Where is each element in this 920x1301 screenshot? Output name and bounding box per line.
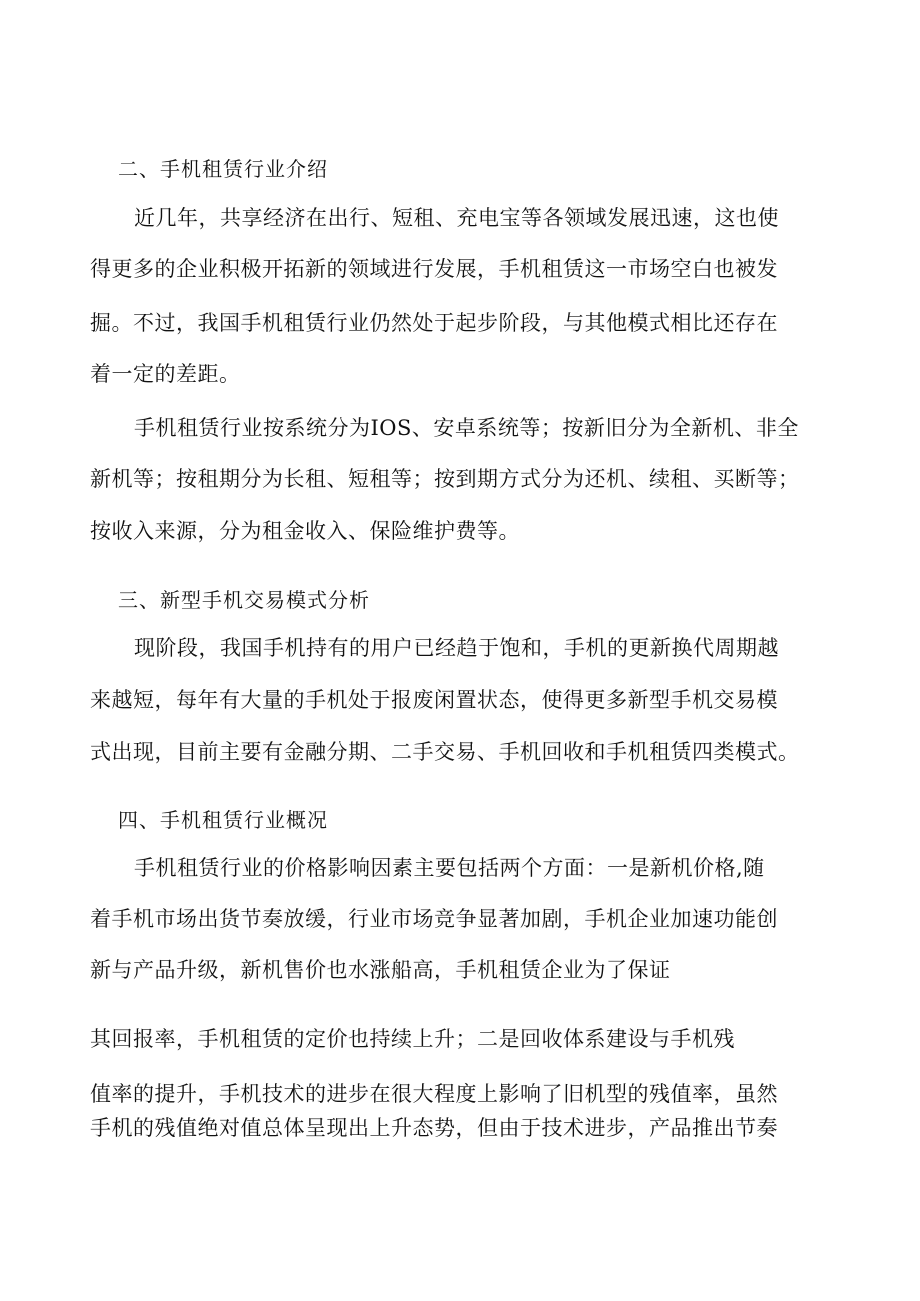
paragraph-line: 着一定的差距。 <box>90 362 241 386</box>
section-heading-4: 四、手机租赁行业概况 <box>118 808 328 832</box>
paragraph-line: 着手机市场出货节奏放缓，行业市场竞争显著加剧，手机企业加速功能创 <box>90 907 778 931</box>
paragraph-line: 新机等；按租期分为长租、短租等；按到期方式分为还机、续租、买断等； <box>90 467 800 491</box>
paragraph-line: 手机租赁行业的价格影响因素主要包括两个方面：一是新机价格,随 <box>134 856 765 880</box>
paragraph-line: 得更多的企业积极开拓新的领域进行发展，手机租赁这一市场空白也被发 <box>90 257 778 281</box>
paragraph-line: 手机租赁行业按系统分为IOS、安卓系统等；按新旧分为全新机、非全 <box>134 416 799 440</box>
paragraph-line: 手机的残值绝对值总体呈现出上升态势，但由于技术进步，产品推出节奏 <box>90 1116 778 1140</box>
paragraph-line: 值率的提升，手机技术的进步在很大程度上影响了旧机型的残值率，虽然 <box>90 1082 778 1106</box>
paragraph-line: 其回报率，手机租赁的定价也持续上升；二是回收体系建设与手机残 <box>90 1027 735 1051</box>
paragraph-line: 式出现，目前主要有金融分期、二手交易、手机回收和手机租赁四类模式。 <box>90 740 800 764</box>
paragraph-line: 掘。不过，我国手机租赁行业仍然处于起步阶段，与其他模式相比还存在 <box>90 311 778 335</box>
paragraph-line: 近几年，共享经济在出行、短租、充电宝等各领域发展迅速，这也使 <box>134 206 779 230</box>
paragraph-line: 新与产品升级，新机售价也水涨船高，手机租赁企业为了保证 <box>90 958 671 982</box>
section-heading-2: 二、手机租赁行业介绍 <box>118 157 328 181</box>
section-heading-3: 三、新型手机交易模式分析 <box>118 588 370 612</box>
paragraph-line: 现阶段，我国手机持有的用户已经趋于饱和，手机的更新换代周期越 <box>134 636 779 660</box>
paragraph-line: 来越短，每年有大量的手机处于报废闲置状态，使得更多新型手机交易模 <box>90 688 778 712</box>
paragraph-line: 按收入来源，分为租金收入、保险维护费等。 <box>90 519 520 543</box>
